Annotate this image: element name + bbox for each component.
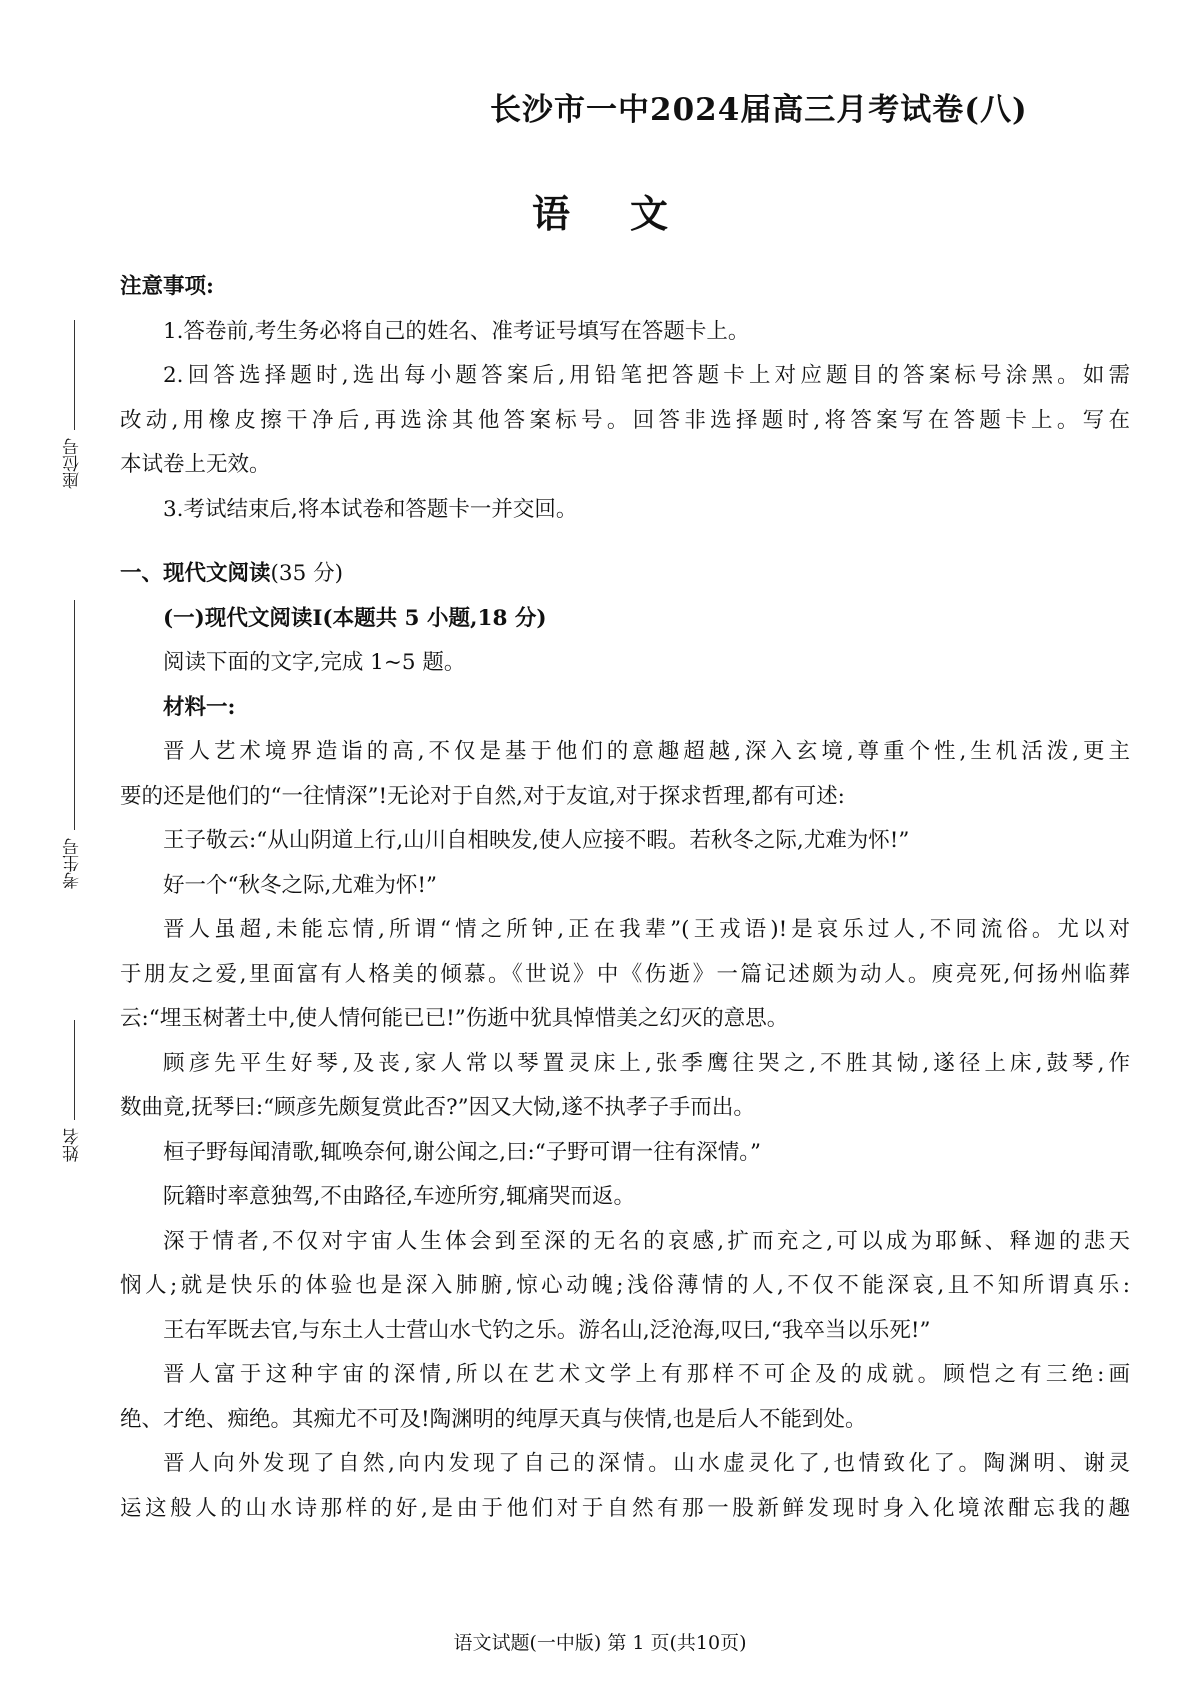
name-label: 姓名 <box>63 1128 83 1162</box>
exam-title: 长沙市一中2024届高三月考试卷(八) <box>490 92 1028 128</box>
passage-line: 运这般人的山水诗那样的好,是由于他们对于自然有那一股新鲜发现时身入化境浓酣忘我的趣 <box>120 1495 1130 1521</box>
exam-number-field <box>60 600 90 900</box>
passage-line: 晋人向外发现了自然,向内发现了自己的深情。山水虚灵化了,也情致化了。陶渊明、谢灵 <box>163 1451 1130 1476</box>
passage-line: 深于情者,不仅对宇宙人生体会到至深的无名的哀感,扩而充之,可以成为耶稣、释迦的悲天 <box>163 1228 1130 1254</box>
passage-line: 好一个“秋冬之际,尤难为怀!” <box>163 872 437 898</box>
passage-line: 数曲竟,抚琴曰:“顾彦先颇复赏此否?”因又大恸,遂不执孝子手而出。 <box>120 1095 755 1120</box>
name-field <box>60 1020 90 1170</box>
reading-instruction: 阅读下面的文字,完成 1~5 题。 <box>163 650 466 675</box>
notice-item-1: 1.答卷前,考生务必将自己的姓名、准考证号填写在答题卡上。 <box>163 318 750 344</box>
passage-line: 晋人虽超,未能忘情,所谓“情之所钟,正在我辈”(王戎语)!是哀乐过人,不同流俗。尤以对 <box>163 917 1130 942</box>
seat-number-line <box>74 320 75 430</box>
section-heading <box>120 552 1130 597</box>
name-line <box>74 1020 75 1120</box>
exam-number-line <box>74 600 75 830</box>
passage-line: 阮籍时率意独驾,不由路径,车迹所穷,辄痛哭而返。 <box>163 1184 636 1209</box>
notice-item-2: 2.回答选择题时,选出每小题答案后,用铅笔把答题卡上对应题目的答案标号涂黑。如需 <box>163 363 1130 388</box>
passage-line: 要的还是他们的“一往情深”!无论对于自然,对于友谊,对于探求哲理,都有可述: <box>120 783 845 809</box>
material-label: 材料一: <box>163 694 236 720</box>
page-footer: 语文试题(一中版) 第 1 页(共10页) <box>453 1632 747 1654</box>
seat-number-label: 座位号 <box>63 438 83 489</box>
exam-number-label: 考生号 <box>63 838 83 889</box>
passage-line: 云:“埋玉树著土中,使人情何能已已!”伤逝中犹具悼惜美之幻灭的意思。 <box>120 1006 789 1031</box>
passage-line: 桓子野每闻清歌,辄唤奈何,谢公闻之,曰:“子野可谓一往有深情。” <box>163 1139 761 1165</box>
subject-title: 语文 <box>531 191 728 236</box>
notice-item-3: 3.考试结束后,将本试卷和答题卡一并交回。 <box>163 496 578 522</box>
passage-line: 晋人艺术境界造诣的高,不仅是基于他们的意趣超越,深入玄境,尊重个性,生机活泼,更主 <box>163 739 1130 764</box>
passage-line: 悯人;就是快乐的体验也是深入肺腑,惊心动魄;浅俗薄情的人,不仅不能深哀,且不知所谓真乐: <box>120 1273 1130 1298</box>
notice-item-2-cont: 改动,用橡皮擦干净后,再选涂其他答案标号。回答非选择题时,将答案写在答题卡上。写在 <box>120 407 1130 433</box>
notice-item-2-end: 本试卷上无效。 <box>120 452 271 477</box>
notice-title: 注意事项: <box>120 274 214 299</box>
passage-line: 于朋友之爱,里面富有人格美的倾慕。《世说》中《伤逝》一篇记述颇为动人。庾亮死,何扬州临葬 <box>120 961 1130 987</box>
passage-line: 绝、才绝、痴绝。其痴尤不可及!陶渊明的纯厚天真与侠情,也是后人不能到处。 <box>120 1406 867 1432</box>
passage-line: 顾彦先平生好琴,及丧,家人常以琴置灵床上,张季鹰往哭之,不胜其恸,遂径上床,鼓琴,作 <box>163 1050 1130 1076</box>
section-title: 一、现代文阅读 <box>120 561 271 586</box>
passage-line: 晋人富于这种宇宙的深情,所以在艺术文学上有那样不可企及的成就。顾恺之有三绝:画 <box>163 1362 1130 1387</box>
subsection-title: (一)现代文阅读Ⅰ(本题共 5 小题,18 分) <box>163 605 547 631</box>
exam-content <box>120 265 1130 1531</box>
passage-line: 王右军既去官,与东土人士营山水弋钓之乐。游名山,泛沧海,叹曰,“我卒当以乐死!” <box>163 1317 931 1343</box>
section-score: (35 分) <box>270 561 343 586</box>
seat-number-field <box>60 320 90 500</box>
passage-line: 王子敬云:“从山阴道上行,山川自相映发,使人应接不暇。若秋冬之际,尤难为怀!” <box>163 828 910 853</box>
